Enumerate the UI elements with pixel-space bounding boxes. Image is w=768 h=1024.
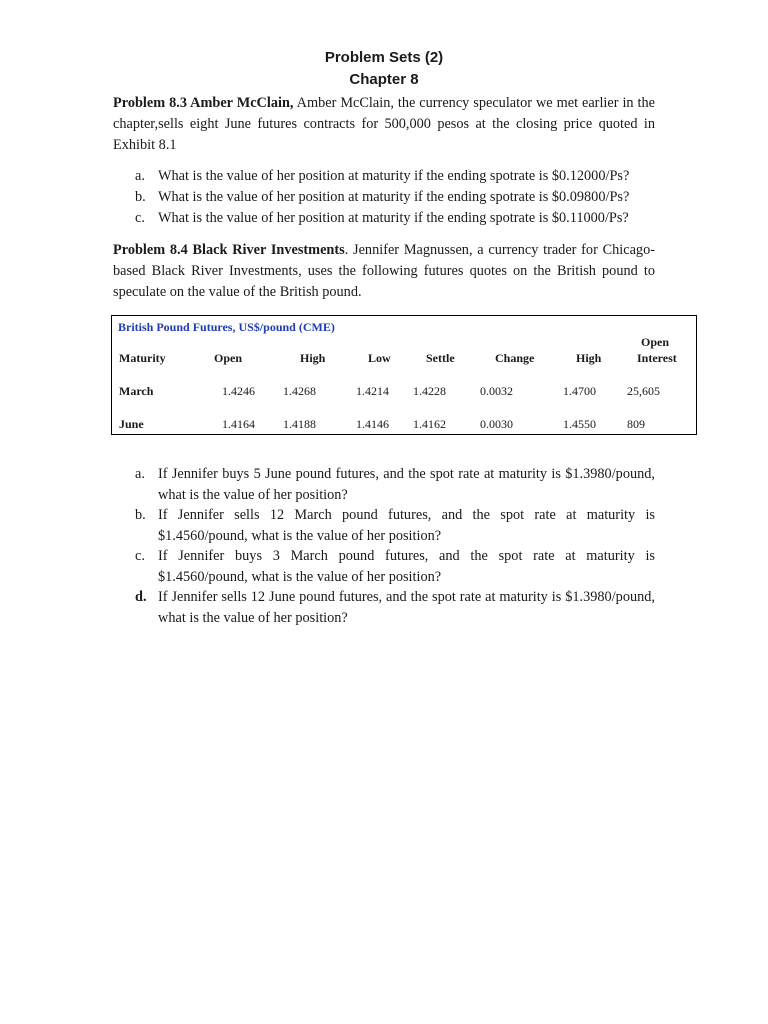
question-marker: b. [135,507,146,523]
question-marker: c. [135,210,145,226]
problem-8-3-text: Amber McClain, the currency speculator we met earlier in the chapter,sells eight June futures contracts for 500,000 pesos at the closing price quoted in Exhibit 8.1 [113,95,655,153]
question-text: What is the value of her position at maturity if the ending spotrate is $0.09800/Ps? [158,189,630,205]
header-lifetime-high: High [576,351,602,365]
problem-8-4-text: . Jennifer Magnussen, a currency trader for Chicago-based Black River Investments, uses the following futures quotes on the British pound to speculate on the value of the British pound. [113,242,655,300]
row-june-open-interest: 809 [627,417,645,431]
header-maturity: Maturity [119,351,166,365]
row-june-maturity: June [119,417,144,431]
question-marker: a. [135,466,145,482]
problem-8-3-questions [113,166,655,229]
row-march-settle: 1.4228 [413,384,446,398]
header-change: Change [495,351,535,365]
row-june-low: 1.4146 [356,417,389,431]
list-item [113,208,655,228]
list-item [113,587,655,628]
header-open: Open [214,351,243,365]
row-march-open-interest: 25,605 [627,384,660,398]
question-marker: c. [135,548,145,564]
problem-8-4-paragraph [113,240,655,303]
list-item [113,505,655,546]
futures-table [111,315,697,435]
row-march-low: 1.4214 [356,384,389,398]
question-text: If Jennifer sells 12 June pound futures, and the spot rate at maturity is $1.3980/pound, what is the value of her position? [158,589,655,626]
row-march-high: 1.4268 [283,384,316,398]
problem-8-4-questions [113,464,655,628]
header-high: High [300,351,326,365]
row-june-open: 1.4164 [222,417,255,431]
question-text: What is the value of her position at maturity if the ending spotrate is $0.12000/Ps? [158,168,630,184]
row-june-lifetime-high: 1.4550 [563,417,596,431]
row-march-open: 1.4246 [222,384,255,398]
question-marker: d. [135,589,147,605]
question-text: If Jennifer buys 5 June pound futures, and the spot rate at maturity is $1.3980/pound, what is the value of her position? [158,466,655,503]
problem-8-3-label: Problem 8.3 Amber McClain, [113,95,294,111]
header-open-interest-line1: Open [641,335,670,349]
header-open-interest-line2: Interest [637,351,677,365]
header-low: Low [368,351,391,365]
table-title: British Pound Futures, US$/pound (CME) [118,320,335,334]
problem-8-4-label: Problem 8.4 Black River Investments [113,242,345,258]
question-marker: a. [135,168,145,184]
list-item [113,166,655,186]
row-march-change: 0.0032 [480,384,513,398]
list-item [113,546,655,587]
list-item [113,464,655,505]
list-item [113,187,655,207]
row-march-lifetime-high: 1.4700 [563,384,596,398]
row-june-change: 0.0030 [480,417,513,431]
row-june-high: 1.4188 [283,417,316,431]
page-title: Problem Sets (2) [324,49,444,66]
question-text: If Jennifer sells 12 March pound futures, and the spot rate at maturity is $1.4560/pound, what is the value of her position? [158,507,655,544]
row-march-maturity: March [119,384,154,398]
problem-8-3-paragraph [113,93,655,156]
question-text: What is the value of her position at maturity if the ending spotrate is $0.11000/Ps? [158,210,629,226]
question-marker: b. [135,189,146,205]
row-june-settle: 1.4162 [413,417,446,431]
chapter-title: Chapter 8 [349,71,419,88]
question-text: If Jennifer buys 3 March pound futures, and the spot rate at maturity is $1.4560/pound, what is the value of her position? [158,548,655,585]
header-settle: Settle [426,351,455,365]
